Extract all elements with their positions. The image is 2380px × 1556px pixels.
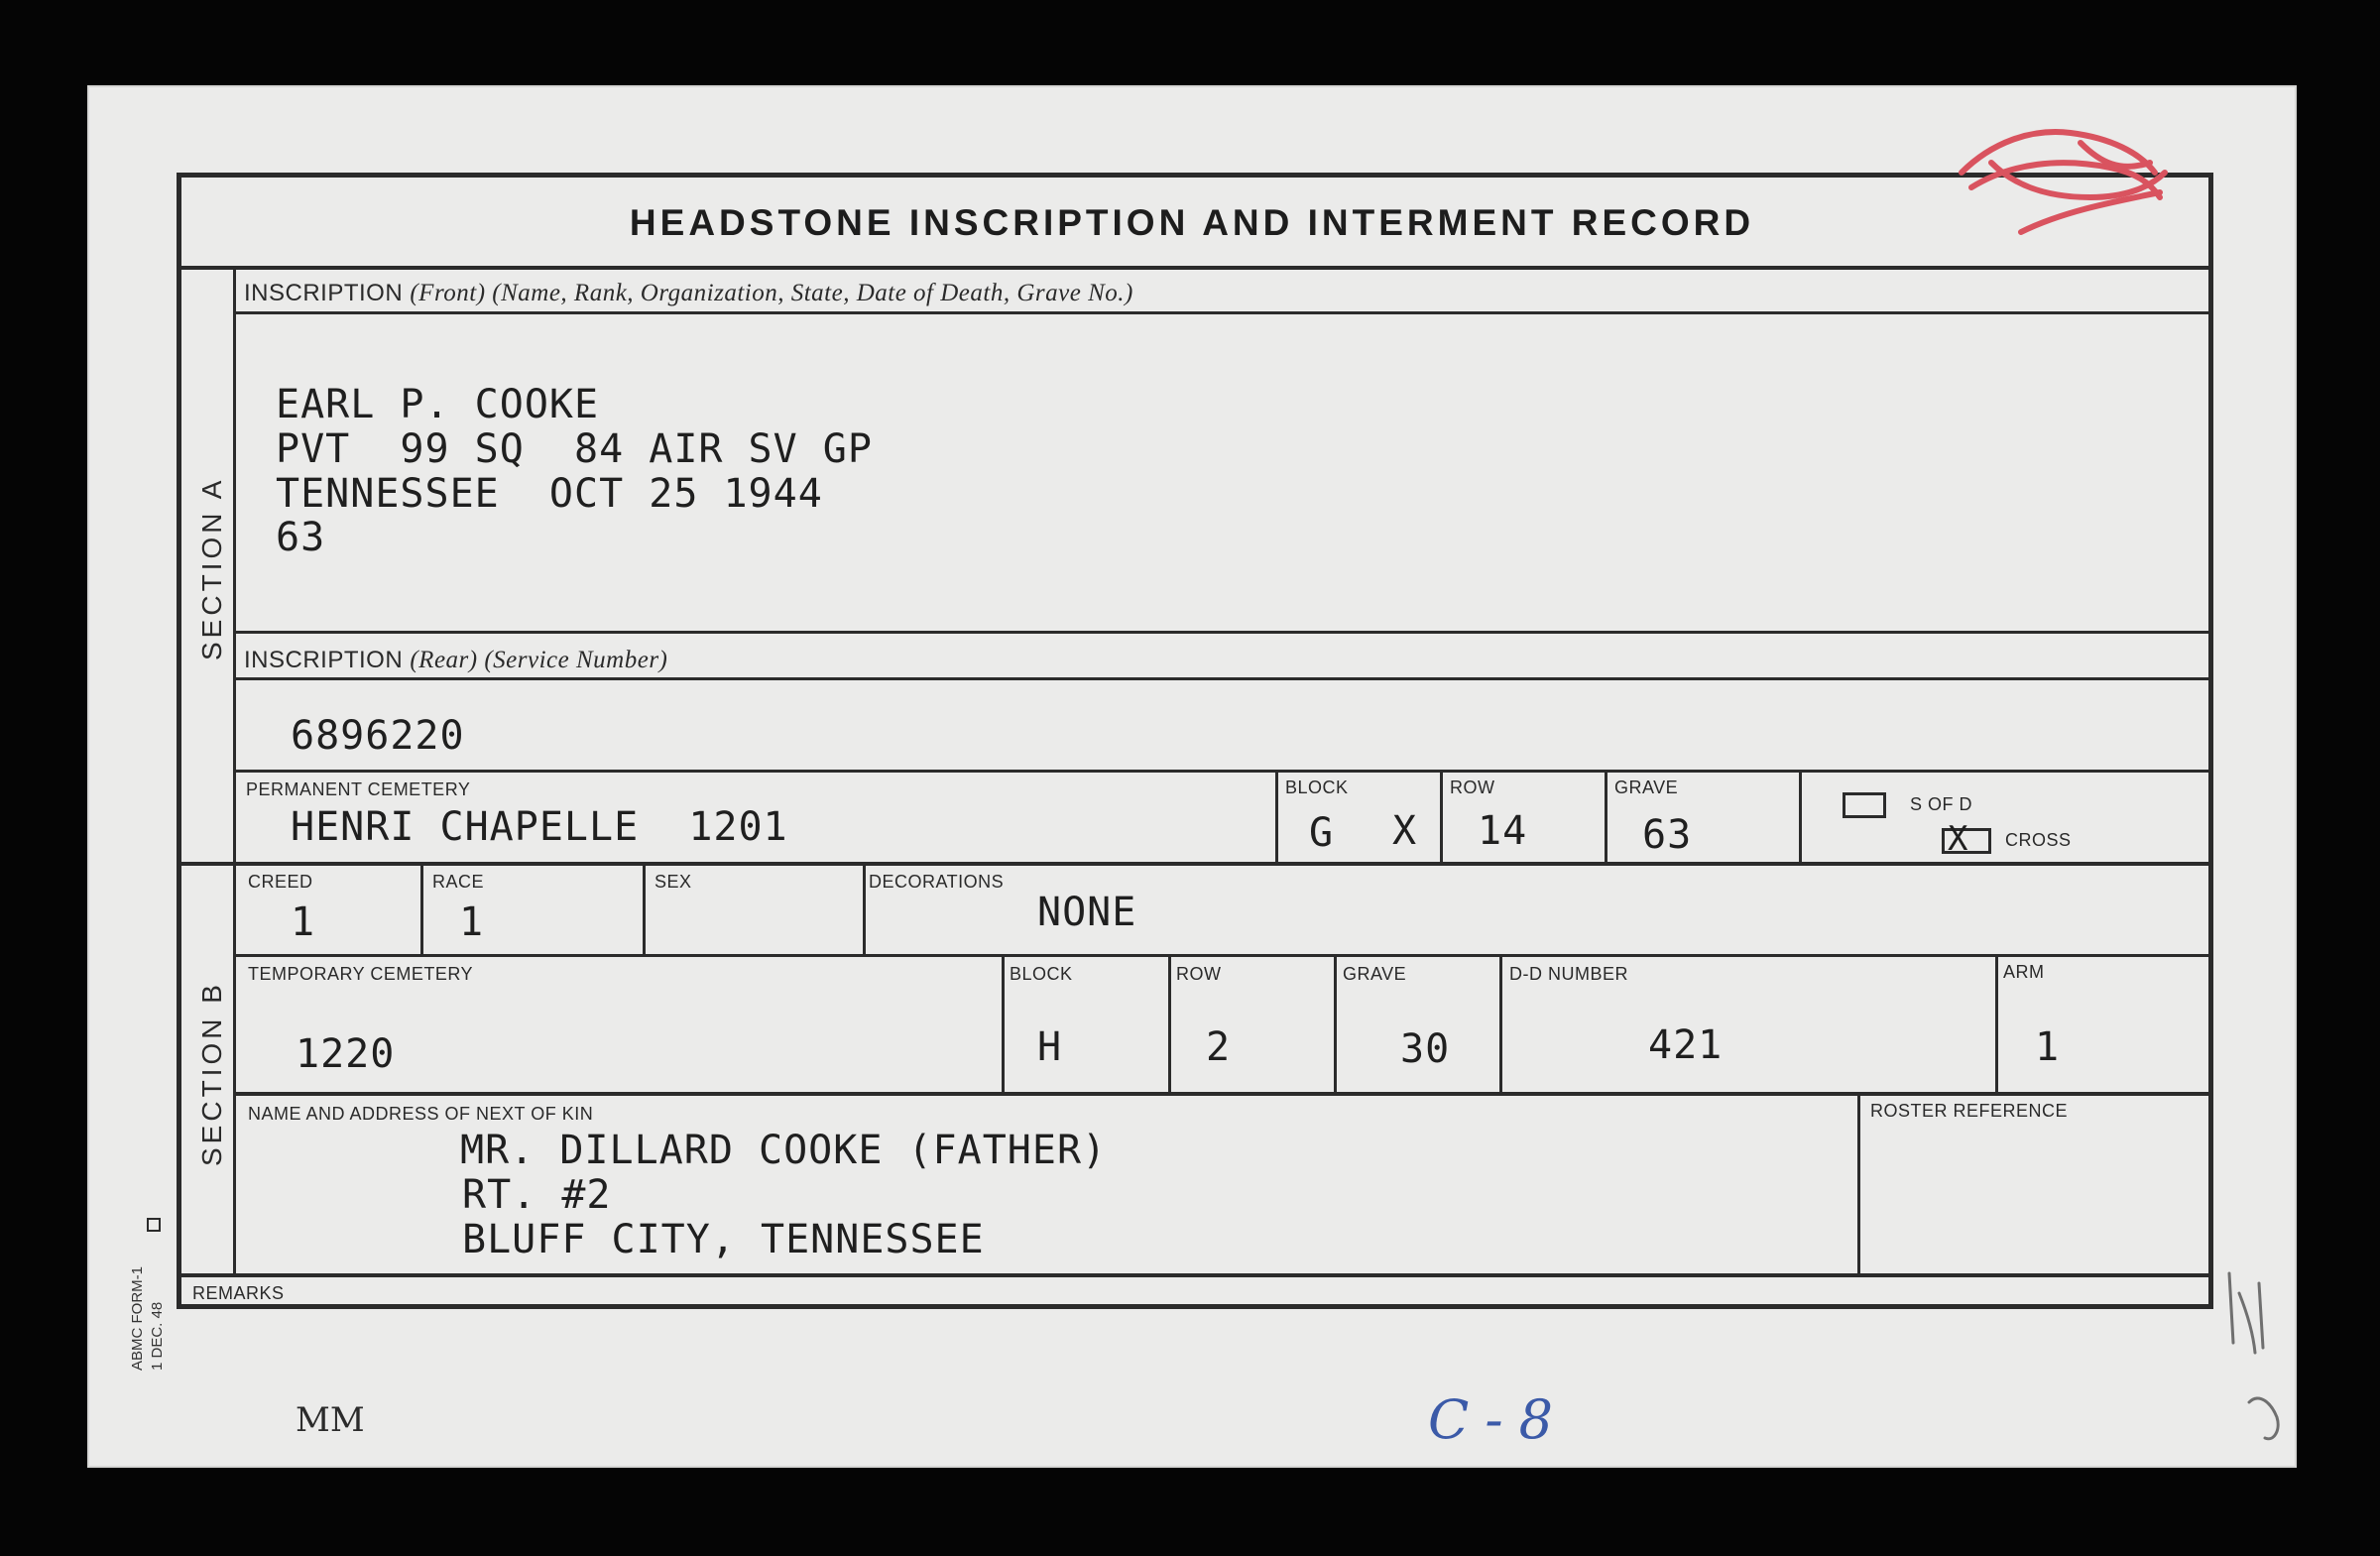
form-date: 1 DEC. 48	[149, 1301, 166, 1371]
form-box	[147, 1218, 161, 1232]
temp-block-value: H	[1037, 1024, 1063, 1070]
temp-grave-value: 30	[1400, 1026, 1451, 1072]
rule	[234, 770, 2213, 773]
perm-block-strike: X	[1392, 808, 1418, 854]
rule	[643, 862, 646, 954]
perm-block-label: BLOCK	[1285, 778, 1349, 797]
rule	[177, 266, 2213, 270]
rule	[1275, 770, 1278, 862]
dd-number-label: D-D NUMBER	[1509, 964, 1628, 984]
temp-grave-label: GRAVE	[1343, 964, 1407, 984]
record-card	[87, 85, 2297, 1468]
rule	[1499, 954, 1502, 1092]
roster-reference-label: ROSTER REFERENCE	[1870, 1101, 2069, 1121]
service-number: 6896220	[291, 713, 465, 759]
rule	[177, 862, 2213, 866]
sofd-checkbox[interactable]	[1843, 792, 1886, 818]
rule	[234, 631, 2213, 634]
creed-label: CREED	[248, 872, 313, 892]
pencil-mark	[2219, 1254, 2299, 1462]
rule	[234, 1092, 2213, 1096]
decorations-value: NONE	[1037, 890, 1137, 935]
perm-grave-value: 63	[1642, 812, 1693, 858]
next-of-kin-line-2: RT. #2	[462, 1172, 612, 1218]
temp-row-value: 2	[1206, 1024, 1232, 1070]
inscription-front-line-4: 63	[276, 515, 326, 560]
rule	[1334, 954, 1337, 1092]
section-b-label: SECTION B	[196, 981, 227, 1166]
rule	[177, 1273, 2213, 1277]
temporary-cemetery-label: TEMPORARY CEMETERY	[248, 964, 474, 984]
next-of-kin-line-3: BLUFF CITY, TENNESSEE	[462, 1217, 985, 1262]
rule	[1857, 1092, 1860, 1273]
rule	[1002, 954, 1005, 1092]
inscription-front-line-2: PVT 99 SQ 84 AIR SV GP	[276, 426, 873, 472]
permanent-cemetery-label: PERMANENT CEMETERY	[246, 779, 471, 799]
arm-value: 1	[2035, 1024, 2061, 1070]
inscription-front-label: INSCRIPTION (Front) (Name, Rank, Organization, State, Date of Death, Grave No.)	[244, 280, 1133, 306]
form-title: HEADSTONE INSCRIPTION AND INTERMENT RECORD	[629, 202, 1755, 243]
inscription-rear-label: INSCRIPTION (Rear) (Service Number)	[244, 647, 668, 673]
rule	[233, 266, 236, 1273]
cross-label: CROSS	[2005, 830, 2072, 850]
form-id: ABMC FORM-1	[129, 1266, 146, 1371]
inscription-front-line-3: TENNESSEE OCT 25 1944	[276, 471, 823, 517]
rule	[1168, 954, 1171, 1092]
rule	[1799, 770, 1802, 862]
next-of-kin-label: NAME AND ADDRESS OF NEXT OF KIN	[248, 1104, 594, 1124]
rule	[863, 862, 866, 954]
rule	[1605, 770, 1607, 862]
temporary-cemetery-value: 1220	[296, 1031, 396, 1077]
perm-block-value: G	[1309, 810, 1335, 856]
perm-grave-label: GRAVE	[1614, 778, 1679, 797]
arm-label: ARM	[2003, 962, 2045, 982]
initials-mm: MM	[296, 1400, 365, 1440]
red-scribble-mark	[1952, 103, 2180, 252]
race-label: RACE	[432, 872, 485, 892]
race-value: 1	[459, 899, 485, 945]
blue-note: C-8	[1428, 1388, 1569, 1451]
inscription-front-note: (Front) (Name, Rank, Organization, State, Date of Death, Grave No.)	[410, 280, 1133, 306]
next-of-kin-line-1: MR. DILLARD COOKE (FATHER)	[460, 1128, 1108, 1173]
decorations-label: DECORATIONS	[869, 872, 1005, 892]
permanent-cemetery-value: HENRI CHAPELLE 1201	[291, 804, 788, 850]
rule	[1440, 770, 1443, 862]
temp-block-label: BLOCK	[1010, 964, 1073, 984]
rule	[1995, 954, 1998, 1092]
sofd-label: S OF D	[1910, 794, 1973, 814]
rule	[234, 311, 2213, 314]
dd-number-value: 421	[1648, 1022, 1724, 1068]
inscription-front-line-1: EARL P. COOKE	[276, 382, 600, 427]
rule	[420, 862, 423, 954]
creed-value: 1	[291, 899, 316, 945]
rule	[234, 677, 2213, 680]
section-a-label: SECTION A	[196, 476, 227, 660]
rule	[234, 954, 2213, 957]
perm-row-label: ROW	[1450, 778, 1495, 797]
perm-row-value: 14	[1478, 808, 1528, 854]
inscription-rear-note: (Rear) (Service Number)	[410, 647, 668, 673]
cross-check-mark: X	[1948, 819, 1969, 859]
temp-row-label: ROW	[1176, 964, 1222, 984]
sex-label: SEX	[654, 872, 692, 892]
remarks-label: REMARKS	[192, 1283, 285, 1303]
